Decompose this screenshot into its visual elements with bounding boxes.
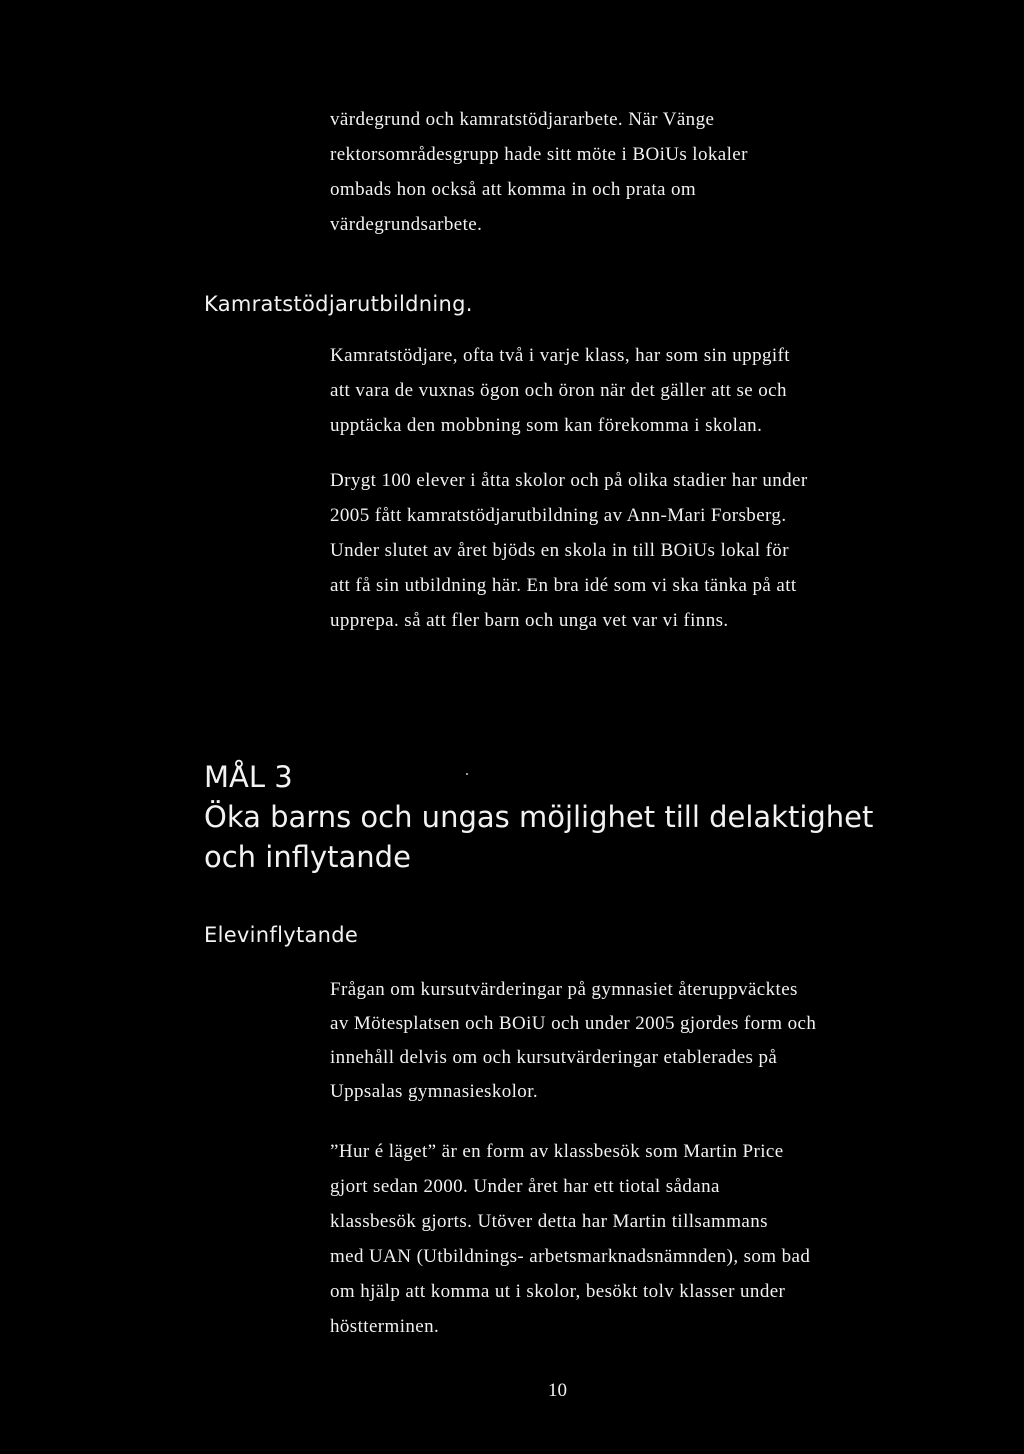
paragraph-line: om hjälp att komma ut i skolor, besökt tolv klasser under [330,1281,786,1302]
paragraph-line: innehåll delvis om och kursutvärderingar etablerades på [330,1047,778,1068]
paragraph-line: 2005 fått kamratstödjarutbildning av Ann-Mari Forsberg. [330,505,787,526]
paragraph-line: av Mötesplatsen och BOiU och under 2005 gjordes form och [330,1013,817,1034]
elev-paragraph-1 [330,973,890,1109]
paragraph-line: rektorsområdesgrupp hade sitt möte i BOiUs lokaler [330,144,748,165]
paragraph-line: gjort sedan 2000. Under året har ett tiotal sådana [330,1176,720,1197]
paragraph-line: Uppsalas gymnasieskolor. [330,1081,539,1102]
paragraph-line: upptäcka den mobbning som kan förekomma i skolan. [330,415,763,436]
paragraph-line: Frågan om kursutvärderingar på gymnasiet återuppväcktes [330,979,798,1000]
scan-artifact-dot [466,773,468,775]
goal-label: MÅL 3 [204,760,293,794]
kamrat-paragraph-1 [330,338,890,443]
paragraph-line: att få sin utbildning här. En bra idé som vi ska tänka på att [330,575,797,596]
kamrat-paragraph-2 [330,463,890,638]
paragraph-line: att vara de vuxnas ögon och öron när det gäller att se och [330,380,787,401]
paragraph-line: med UAN (Utbildnings- arbetsmarknadsnämnden), som bad [330,1246,811,1267]
goal-title [204,797,873,877]
paragraph-line: klassbesök gjorts. Utöver detta har Martin tillsammans [330,1211,768,1232]
goal-title-line: och inflytande [204,840,411,874]
section-heading-kamratstodjarutbildning: Kamratstödjarutbildning. [204,292,473,316]
paragraph-line: Kamratstödjare, ofta två i varje klass, har som sin uppgift [330,345,790,366]
paragraph-line: värdegrundsarbete. [330,214,483,235]
section-heading-elevinflytande: Elevinflytande [204,923,359,947]
intro-paragraph [330,102,890,242]
paragraph-line: upprepa. så att fler barn och unga vet var vi finns. [330,610,729,631]
paragraph-line: Drygt 100 elever i åtta skolor och på olika stadier har under [330,470,808,491]
page-number: 10 [548,1380,567,1401]
paragraph-line: ”Hur é läget” är en form av klassbesök som Martin Price [330,1141,784,1162]
goal-title-line: Öka barns och ungas möjlighet till delaktighet [204,800,874,834]
elev-paragraph-2 [330,1134,890,1344]
paragraph-line: Under slutet av året bjöds en skola in till BOiUs lokal för [330,540,789,561]
paragraph-line: höstterminen. [330,1316,440,1337]
paragraph-line: värdegrund och kamratstödjararbete. När Vänge [330,109,715,130]
paragraph-line: ombads hon också att komma in och prata om [330,179,697,200]
